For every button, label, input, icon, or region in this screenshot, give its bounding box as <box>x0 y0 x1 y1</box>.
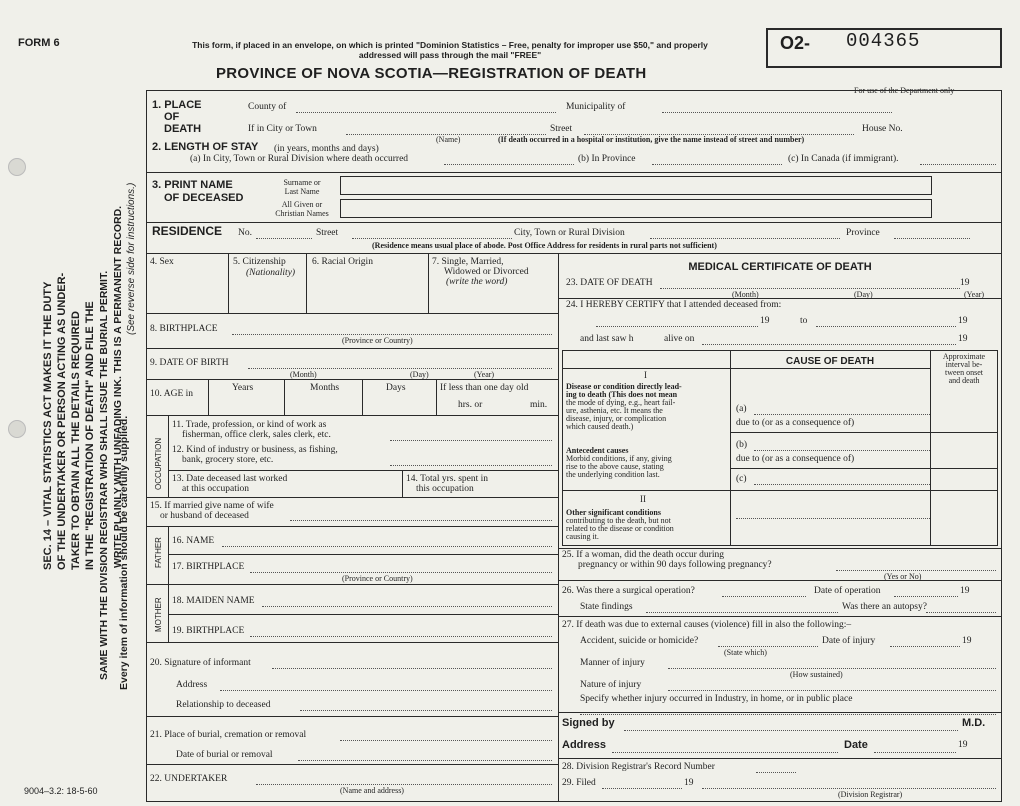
registration-number: 004365 <box>846 30 921 52</box>
cause-b-marker: (b) <box>736 440 748 450</box>
surgical-field[interactable] <box>722 596 806 597</box>
medical-certificate-title: MEDICAL CERTIFICATE OF DEATH <box>688 261 872 273</box>
attended-from-field[interactable] <box>596 326 758 327</box>
racial-origin-label: 6. Racial Origin <box>312 257 373 267</box>
cause-b-field[interactable] <box>754 450 930 451</box>
instruction-line1: SEC. 14 – VITAL STATISTICS ACT MAKES IT THE DUTY <box>42 281 54 570</box>
stay-a-field[interactable] <box>444 164 574 165</box>
last-name-label: Last Name <box>284 187 320 196</box>
death-year-hint: (Year) <box>964 290 985 299</box>
grid-line <box>168 415 169 497</box>
injury-year: 19 <box>962 636 972 646</box>
stay-b-label: (b) In Province <box>578 154 636 164</box>
due-to-label-b: due to (or as a consequence of) <box>736 454 855 464</box>
pregnancy-label-2: pregnancy or within 90 days following pregnancy? <box>578 560 772 570</box>
grid-line <box>168 584 169 642</box>
due-to-label-a: due to (or as a consequence of) <box>736 418 855 428</box>
divider <box>558 580 1002 581</box>
print-name-label: 3. PRINT NAME <box>152 179 233 191</box>
filed-year: 19 <box>684 778 694 788</box>
divider <box>146 716 558 717</box>
md-label: M.D. <box>962 717 986 729</box>
divider <box>146 172 1002 173</box>
state-which-hint: (State which) <box>724 648 767 657</box>
death-year-prefix: 19 <box>960 278 970 288</box>
municipality-label: Municipality of <box>566 102 626 112</box>
burial-place-field[interactable] <box>340 740 552 741</box>
county-field[interactable] <box>296 112 556 113</box>
divider <box>146 253 1002 254</box>
grid-line <box>208 379 209 415</box>
county-label: County of <box>248 102 287 112</box>
disease-label: Disease or condition directly lead- <box>566 382 682 391</box>
cause-c-marker: (c) <box>736 474 747 484</box>
accident-label: Accident, suicide or homicide? <box>580 636 699 646</box>
father-country-hint: (Province or Country) <box>342 574 413 583</box>
approx-label-2: interval be- <box>945 360 983 369</box>
industry-field[interactable] <box>390 465 552 466</box>
approx-label: Approximate <box>942 352 986 361</box>
death-day-hint: (Day) <box>854 290 873 299</box>
last-saw-label: and last saw h <box>580 334 634 344</box>
trade-field[interactable] <box>390 440 552 441</box>
division-registrar-field[interactable] <box>702 788 996 789</box>
attended-from-year: 19 <box>760 316 770 326</box>
age-years-label: Years <box>232 383 254 393</box>
certify-label: 24. I HEREBY CERTIFY that I attended deceased from: <box>566 300 782 310</box>
grid-line <box>228 253 229 313</box>
citizenship-label: 5. Citizenship <box>233 257 286 267</box>
instruction-line6: WRITE PLAINLY WITH UNFADING INK. THIS IS A PERMANENT RECORD. <box>112 205 124 568</box>
date-of-death-label: 23. DATE OF DEATH <box>566 278 653 288</box>
instruction-line8: (See reverse side for instructions.) <box>126 182 137 335</box>
operation-date-field[interactable] <box>894 596 958 597</box>
city-town-label: If in City or Town <box>248 124 317 134</box>
divider <box>168 614 558 615</box>
burial-date-label: Date of burial or removal <box>176 750 273 760</box>
burial-date-field[interactable] <box>298 760 552 761</box>
divider <box>558 298 1002 299</box>
form-title: PROVINCE OF NOVA SCOTIA—REGISTRATION OF DEATH <box>216 65 647 82</box>
external-causes-label: 27. If death was due to external causes (violence) fill in also the following:– <box>562 620 852 630</box>
name-hint: (Name) <box>436 135 461 144</box>
father-name-label: 16. NAME <box>172 536 215 546</box>
operation-year: 19 <box>960 586 970 596</box>
residence-street-field[interactable] <box>352 238 512 239</box>
marital-label-2: Widowed or Divorced <box>444 267 529 277</box>
stay-units: (in years, months and days) <box>274 144 379 154</box>
specify-field[interactable] <box>580 714 996 715</box>
total-years-label: 14. Total yrs. spent in <box>406 474 489 484</box>
maiden-name-field[interactable] <box>262 606 552 607</box>
antecedent-label-2: Morbid conditions, if any, giving <box>566 454 672 463</box>
divider <box>558 616 1002 617</box>
surgical-label: 26. Was there a surgical operation? <box>562 586 695 596</box>
pregnancy-label: 25. If a woman, did the death occur during <box>562 550 724 560</box>
record-number-label: 28. Division Registrar's Record Number <box>562 762 715 772</box>
municipality-field[interactable] <box>662 112 892 113</box>
record-number-field[interactable] <box>756 772 796 773</box>
approx-label-3: tween onset <box>945 368 983 377</box>
pregnancy-field[interactable] <box>836 570 996 571</box>
divider <box>146 584 558 585</box>
grid-line <box>436 379 437 415</box>
cause-a-marker: (a) <box>736 404 747 414</box>
relationship-field[interactable] <box>300 710 552 711</box>
divider <box>558 712 1002 713</box>
marital-label: 7. Single, Married, <box>432 257 504 267</box>
relationship-label: Relationship to deceased <box>176 700 271 710</box>
divider <box>146 526 558 527</box>
manner-field[interactable] <box>668 668 996 669</box>
birthplace-label: 8. BIRTHPLACE <box>150 324 218 334</box>
date-of-birth-field[interactable] <box>248 368 552 369</box>
birthplace-field[interactable] <box>232 334 552 335</box>
instruction-line2: OF THE UNDERTAKER OR PERSON ACTING AS UNDER- <box>56 272 68 570</box>
attended-to-field[interactable] <box>816 326 956 327</box>
stay-a-label: (a) In City, Town or Rural Division where death occurred <box>190 154 409 164</box>
date-of-birth-label: 9. DATE OF BIRTH <box>150 358 229 368</box>
residence-city-label: City, Town or Rural Division <box>514 228 625 238</box>
state-findings-field[interactable] <box>646 612 838 613</box>
last-saw-field[interactable] <box>702 344 956 345</box>
street-label: Street <box>550 124 573 134</box>
divider <box>562 490 998 491</box>
autopsy-field[interactable] <box>926 612 996 613</box>
signature-field[interactable] <box>624 730 958 731</box>
stay-b-field[interactable] <box>652 164 782 165</box>
disease-label-3: the mode of dying, e.g., heart fail- <box>566 398 676 407</box>
name-address-hint: (Name and address) <box>340 786 404 795</box>
undertaker-field[interactable] <box>256 784 552 785</box>
signed-year: 19 <box>958 740 968 750</box>
place-of-label: OF <box>164 111 180 123</box>
christian-label: Christian Names <box>275 209 329 218</box>
attended-to-year: 19 <box>958 316 968 326</box>
cause-a-field[interactable] <box>754 414 930 415</box>
father-label: FATHER <box>154 537 163 568</box>
punch-hole <box>8 158 26 176</box>
accident-field[interactable] <box>718 646 818 647</box>
age-days-label: Days <box>386 383 406 393</box>
mother-birthplace-field[interactable] <box>250 636 552 637</box>
physician-address-field[interactable] <box>612 752 838 753</box>
physician-address-label: Address <box>562 739 607 751</box>
date-of-death-field[interactable] <box>660 288 960 289</box>
nature-field[interactable] <box>668 690 996 691</box>
undertaker-label: 22. UNDERTAKER <box>150 774 228 784</box>
autopsy-label: Was there an autopsy? <box>842 602 927 612</box>
sex-label: 4. Sex <box>150 257 174 267</box>
alive-on-label: alive on <box>664 334 695 344</box>
injury-date-label: Date of injury <box>822 636 876 646</box>
state-findings-label: State findings <box>580 602 633 612</box>
mailing-notice: This form, if placed in an envelope, on which is printed "Dominion Statistics – Free, penalty for improper use $50," and properly addressed will pass through the mail "FREE" <box>192 40 708 60</box>
death-month-hint: (Month) <box>732 290 759 299</box>
other-conditions-label-3: related to the disease or condition <box>566 524 674 533</box>
disease-label-4: ure, asthenia, etc. It means the <box>566 406 663 415</box>
registration-prefix: O2- <box>780 33 811 53</box>
residence-street-label: Street <box>316 228 339 238</box>
specify-label: Specify whether injury occurred in Industry, in home, or in public place <box>580 694 853 704</box>
hospital-note: (If death occurred in a hospital or institution, give the name instead of street and number) <box>498 135 805 144</box>
divider <box>730 468 998 469</box>
place-label: 1. PLACE <box>152 99 202 111</box>
divider <box>146 497 558 498</box>
stay-c-label: (c) In Canada (if immigrant). <box>788 154 899 164</box>
residence-note: (Residence means usual place of abode. Post Office Address for residents in rural parts not sufficient) <box>372 241 717 250</box>
marital-label-3: (write the word) <box>446 277 508 287</box>
age-months-label: Months <box>310 383 340 393</box>
other-conditions-field[interactable] <box>736 518 930 519</box>
form-number: FORM 6 <box>18 37 60 49</box>
filed-date-field[interactable] <box>602 788 682 789</box>
disease-label-5: disease, injury, or complication <box>566 414 667 423</box>
spouse-label: 15. If married give name of wife <box>150 501 274 511</box>
province-country-hint: (Province or Country) <box>342 336 413 345</box>
spouse-field[interactable] <box>290 520 552 521</box>
stay-c-field[interactable] <box>920 164 996 165</box>
department-use-note: For use of the Department only <box>854 86 955 95</box>
of-deceased-label: OF DECEASED <box>164 192 244 204</box>
length-of-stay-label: 2. LENGTH OF STAY <box>152 141 259 153</box>
instruction-line5: SAME WITH THE DIVISION REGISTRAR WHO SHALL ISSUE THE BURIAL PERMIT. <box>98 270 110 680</box>
operation-date-label: Date of operation <box>814 586 881 596</box>
divider <box>146 222 1002 223</box>
spouse-label-2: or husband of deceased <box>160 511 249 521</box>
signed-date-field[interactable] <box>874 752 956 753</box>
hours-label: hrs. or <box>458 400 483 410</box>
to-label: to <box>800 316 808 326</box>
divider <box>558 758 1002 759</box>
last-saw-year: 19 <box>958 334 968 344</box>
manner-label: Manner of injury <box>580 658 645 668</box>
disease-label-2: ing to death (This does not mean <box>566 390 678 399</box>
signed-date-label: Date <box>844 739 868 751</box>
residence-province-field[interactable] <box>894 238 970 239</box>
instruction-line7: Every item of information should be carefully supplied. <box>118 415 130 690</box>
injury-date-field[interactable] <box>890 646 960 647</box>
divider <box>730 432 998 433</box>
occupation-label: OCCUPATION <box>154 437 163 490</box>
nationality-label: (Nationality) <box>246 268 296 278</box>
minutes-label: min. <box>530 400 548 410</box>
total-years-label-2: this occupation <box>416 484 474 494</box>
other-conditions-label: Other significant conditions <box>566 508 661 517</box>
filed-label: 29. Filed <box>562 778 596 788</box>
informant-address-label: Address <box>176 680 208 690</box>
grid-line <box>730 350 731 546</box>
burial-place-label: 21. Place of burial, cremation or removal <box>150 730 307 740</box>
age-label: 10. AGE in <box>150 389 194 399</box>
part-two-label: II <box>640 494 646 504</box>
division-registrar-hint: (Division Registrar) <box>838 790 903 799</box>
trade-label: 11. Trade, profession, or kind of work as <box>172 420 327 430</box>
grid-line <box>306 253 307 313</box>
divider <box>558 548 1002 549</box>
last-worked-label-2: at this occupation <box>182 484 250 494</box>
given-name-boxes[interactable] <box>340 199 932 218</box>
part-one-label: I <box>644 370 647 380</box>
cause-of-death-title: CAUSE OF DEATH <box>785 356 875 367</box>
father-name-field[interactable] <box>222 546 552 547</box>
disease-label-6: which caused death.) <box>566 422 634 431</box>
residence-no-field[interactable] <box>256 238 312 239</box>
instruction-line4: IN THE "REGISTRATION OF DEATH" AND FILE THE <box>84 301 96 570</box>
divider <box>168 470 558 471</box>
death-label: DEATH <box>164 123 202 135</box>
grid-line <box>428 253 429 313</box>
other-conditions-label-2: contributing to the death, but not <box>566 516 671 525</box>
informant-field[interactable] <box>272 668 552 669</box>
dob-month-hint: (Month) <box>290 370 317 379</box>
grid-line <box>402 470 403 497</box>
last-worked-label: 13. Date deceased last worked <box>172 474 288 484</box>
residence-city-field[interactable] <box>650 238 840 239</box>
less-than-day-label: If less than one day old <box>440 383 529 393</box>
industry-label-2: bank, grocery store, etc. <box>182 455 274 465</box>
grid-line <box>362 379 363 415</box>
cause-c-field[interactable] <box>754 484 930 485</box>
surname-boxes[interactable] <box>340 176 932 195</box>
mother-label: MOTHER <box>154 597 163 632</box>
how-sustained-hint: (How sustained) <box>790 670 843 679</box>
residence-label: RESIDENCE <box>152 224 223 238</box>
form-code: 9004–3.2: 18-5-60 <box>24 786 98 796</box>
maiden-name-label: 18. MAIDEN NAME <box>172 596 255 606</box>
instruction-line3: TAKER TO OBTAIN ALL THE DETAILS REQUIRED <box>70 311 82 570</box>
father-birthplace-label: 17. BIRTHPLACE <box>172 562 245 572</box>
antecedent-label-3: rise to the above cause, stating <box>566 462 664 471</box>
divider <box>146 642 558 643</box>
approx-label-4: and death <box>948 376 980 385</box>
given-label: All Given or <box>281 200 323 209</box>
house-no-label: House No. <box>862 124 903 134</box>
dob-year-hint: (Year) <box>474 370 495 379</box>
mother-birthplace-label: 19. BIRTHPLACE <box>172 626 245 636</box>
informant-address-field[interactable] <box>220 690 552 691</box>
trade-label-2: fisherman, office clerk, sales clerk, etc. <box>182 430 331 440</box>
antecedent-label-4: the underlying condition last. <box>566 470 660 479</box>
residence-province-label: Province <box>846 228 880 238</box>
industry-label: 12. Kind of industry or business, as fishing, <box>172 445 338 455</box>
yes-no-hint: (Yes or No) <box>884 572 922 581</box>
other-conditions-label-4: causing it. <box>566 532 599 541</box>
center-divider <box>558 253 559 802</box>
signed-by-label: Signed by <box>562 717 615 729</box>
divider <box>146 313 558 314</box>
father-birthplace-field[interactable] <box>250 572 552 573</box>
antecedent-label: Antecedent causes <box>566 446 629 455</box>
divider <box>146 764 558 765</box>
divider <box>146 415 558 416</box>
punch-hole <box>8 420 26 438</box>
divider <box>146 348 558 349</box>
informant-label: 20. Signature of informant <box>150 658 251 668</box>
nature-label: Nature of injury <box>580 680 642 690</box>
grid-line <box>168 526 169 584</box>
grid-line <box>284 379 285 415</box>
dob-day-hint: (Day) <box>410 370 429 379</box>
divider <box>562 368 930 369</box>
surname-label: Surname or <box>283 178 321 187</box>
divider <box>168 554 558 555</box>
residence-no-label: No. <box>238 228 252 238</box>
